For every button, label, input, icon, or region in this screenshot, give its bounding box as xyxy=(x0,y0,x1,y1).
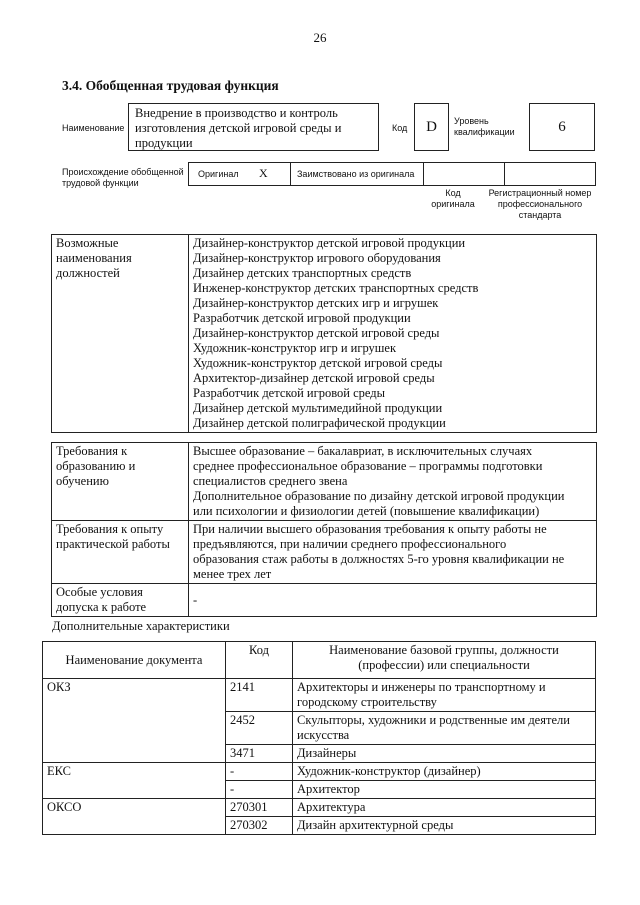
name-cell: Скульпторы, художники и родственные им деятели искусства xyxy=(293,712,596,745)
additional-table xyxy=(42,641,596,835)
table-row xyxy=(43,799,596,817)
requirement-line: образования стаж работы в должностях 5-го уровня квалификации не xyxy=(193,552,565,566)
table-row xyxy=(43,763,596,781)
code-cell: - xyxy=(226,781,293,799)
col-name-header: Наименование базовой группы, должности (профессии) или специальности xyxy=(293,642,596,679)
experience-label: Требования к опыту практической работы xyxy=(52,521,189,584)
position-item: Дизайнер-конструктор детской игровой продукции xyxy=(193,236,466,250)
requirement-line: При наличии высшего образования требования к опыту работы не xyxy=(193,522,547,536)
code-cell: 270302 xyxy=(226,817,293,835)
code-cell: 3471 xyxy=(226,745,293,763)
name-cell: Художник-конструктор (дизайнер) xyxy=(293,763,596,781)
code-original-caption: Код оригинала xyxy=(431,188,475,209)
position-item: Дизайнер детской полиграфической продукции xyxy=(193,416,446,430)
education-value xyxy=(189,443,597,521)
special-conditions-label: Особые условия допуска к работе xyxy=(52,584,189,617)
page-number: 26 xyxy=(313,30,327,45)
origin-label: Происхождение обобщенной трудовой функции xyxy=(62,167,184,188)
requirement-line: специалистов среднего звена xyxy=(193,474,348,488)
education-label: Требования к образованию и обучению xyxy=(52,443,189,521)
code-cell: 2452 xyxy=(226,712,293,745)
doc-cell: ОКСО xyxy=(43,799,226,835)
col-doc-header: Наименование документа xyxy=(43,642,226,679)
name-cell: Дизайнеры xyxy=(293,745,596,763)
level-label: Уровень квалификации xyxy=(454,116,515,137)
doc-cell: ЕКС xyxy=(43,763,226,799)
position-item: Разработчик детской игровой среды xyxy=(193,386,386,400)
requirement-line: - xyxy=(193,592,198,607)
name-cell: Архитекторы и инженеры по транспортному и городскому строительству xyxy=(293,679,596,712)
origin-mark: X xyxy=(259,166,268,180)
requirements-table xyxy=(51,442,597,617)
requirement-line: Высшее образование – бакалавриат, в исключительных случаях xyxy=(193,444,533,458)
name-cell: Архитектура xyxy=(293,799,596,817)
code-cell: 270301 xyxy=(226,799,293,817)
requirement-line: предъявляются, при наличии среднего профессионального xyxy=(193,537,507,551)
origin-original: Оригинал xyxy=(198,169,239,179)
requirement-line: среднее профессиональное образование – программы подготовки xyxy=(193,459,543,473)
name-label: Наименование xyxy=(62,123,125,133)
position-item: Дизайнер детской мультимедийной продукции xyxy=(193,401,443,415)
positions-list xyxy=(189,235,597,433)
requirement-line: менее трех лет xyxy=(193,567,272,581)
position-item: Дизайнер детских транспортных средств xyxy=(193,266,412,280)
level-value: 6 xyxy=(529,103,595,151)
position-item: Инженер-конструктор детских транспортных средств xyxy=(193,281,479,295)
code-label: Код xyxy=(392,123,408,133)
position-item: Художник-конструктор игр и игрушек xyxy=(193,341,397,355)
reg-number-caption: Регистрационный номер профессионального стандарта xyxy=(488,188,592,220)
position-item: Дизайнер-конструктор детской игровой среды xyxy=(193,326,440,340)
requirement-line: Дополнительное образование по дизайну детской игровой продукции xyxy=(193,489,565,503)
special-conditions-value xyxy=(189,584,597,617)
position-item: Дизайнер-конструктор игрового оборудования xyxy=(193,251,441,265)
code-cell: - xyxy=(226,763,293,781)
doc-cell: ОКЗ xyxy=(43,679,226,763)
col-code-header: Код xyxy=(226,642,293,679)
code-value: D xyxy=(414,103,449,151)
name-cell: Дизайн архитектурной среды xyxy=(293,817,596,835)
positions-label: Возможные наименования должностей xyxy=(52,235,189,433)
additional-title: Дополнительные характеристики xyxy=(52,619,230,633)
position-item: Разработчик детской игровой продукции xyxy=(193,311,411,325)
position-item: Художник-конструктор детской игровой среды xyxy=(193,356,443,370)
positions-table xyxy=(51,234,597,433)
table-row xyxy=(43,679,596,712)
origin-borrowed: Заимствовано из оригинала xyxy=(297,169,415,179)
code-cell: 2141 xyxy=(226,679,293,712)
experience-value xyxy=(189,521,597,584)
position-item: Архитектор-дизайнер детской игровой среды xyxy=(193,371,435,385)
origin-row xyxy=(188,162,596,186)
name-value: Внедрение в производство и контроль изготовления детской игровой среды и продукции xyxy=(128,103,379,151)
requirement-line: или психологии и физиологии детей (повышение квалификации) xyxy=(193,504,540,518)
position-item: Дизайнер-конструктор детских игр и игрушек xyxy=(193,296,439,310)
name-cell: Архитектор xyxy=(293,781,596,799)
section-title: 3.4. Обобщенная трудовая функция xyxy=(62,78,279,93)
